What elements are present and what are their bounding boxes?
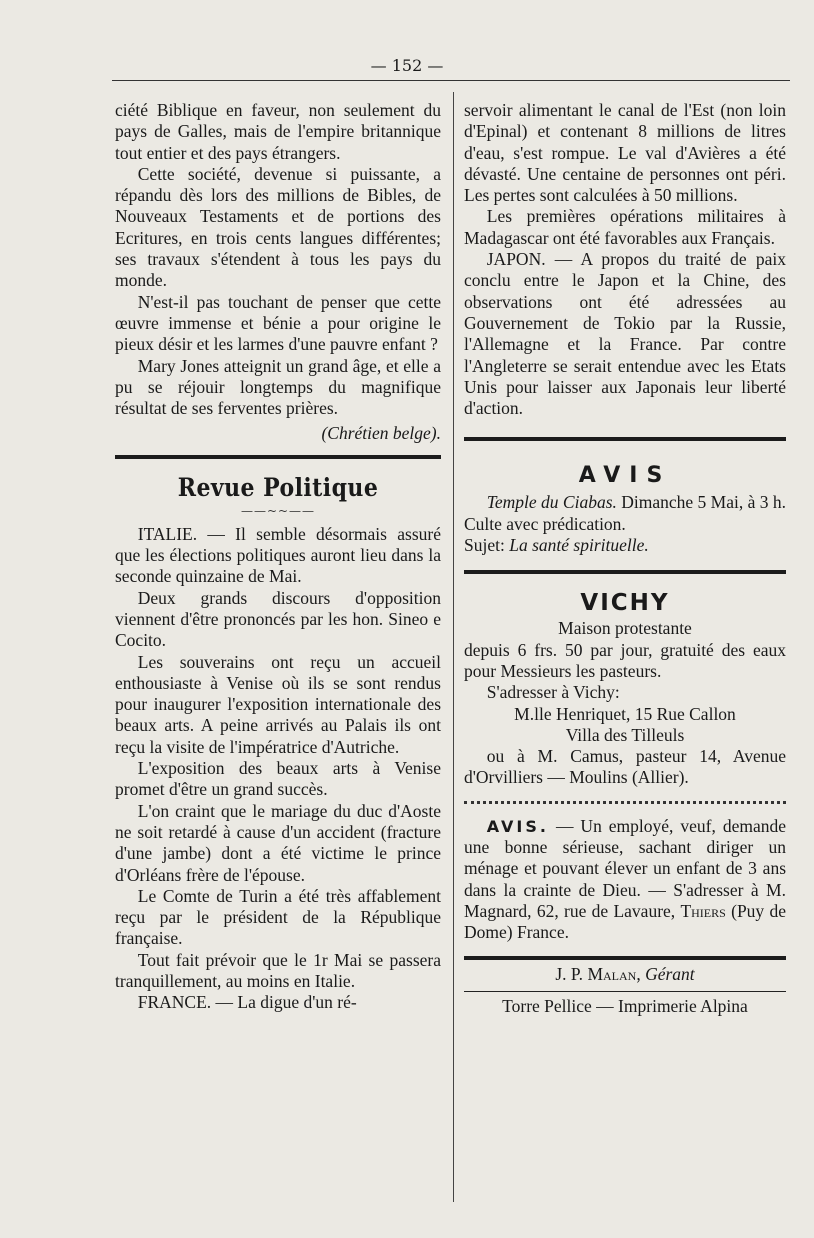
- gerant-initials: J. P.: [555, 963, 588, 984]
- paragraph: L'on craint que le mariage du duc d'Aoste ne soit retardé à cause d'un accident (fracture d'une jambe) dont a été victime le prince d'Orléans frère de l'épouse.: [115, 800, 441, 885]
- avis-subject-label: Sujet:: [464, 535, 510, 556]
- avis-subject: [464, 535, 786, 556]
- column-divider: [453, 92, 454, 1202]
- avis-employment-body: — Un employé, veuf, demande une bonne sérieuse, sachant diriger un ménage et pouvant élever un enfant de 3 ans dans la crainte de Dieu. — S'adresser à M. Magnard, 62, rue de Lavaure,: [464, 815, 786, 921]
- avis-title: AVIS: [578, 463, 672, 489]
- paragraph: servoir alimentant le canal de l'Est (non loin d'Epinal) et contenant 8 millions de litres d'eau, s'est rompue. Le val d'Avières a été dévasté. Une centaine de personnes ont péri. Les pertes sont calculées à 50 millions.: [464, 100, 786, 206]
- paragraph: JAPON. — A propos du traité de paix conclu entre le Japon et la Chine, des observations ont été adressées au Gouvernement de Tokio par la Russie, l'Allemagne et la France. Par contre l'Angleterre se serait entendue avec les Etats Unis pour laisser aux Japonais leur liberté d'action.: [464, 249, 786, 419]
- gerant-title: Gérant: [645, 963, 695, 984]
- section-divider: [115, 455, 441, 459]
- section-title: Revue Politique: [177, 472, 379, 502]
- footer-rule: [464, 991, 786, 992]
- section-divider: [464, 570, 786, 574]
- vichy-address-1: M.lle Henriquet, 15 Rue Callon: [514, 703, 736, 724]
- avis-announcement: [464, 492, 786, 535]
- article-source: (Chrétien belge).: [321, 423, 441, 444]
- imprint: Torre Pellice — Imprimerie Alpina: [502, 995, 748, 1016]
- vichy-address-2: Villa des Tilleuls: [565, 724, 685, 745]
- paragraph: N'est-il pas touchant de penser que cette œuvre immense et bénie a pour origine le pieux désir et les larmes d'une pauvre enfant ?: [115, 291, 441, 355]
- vichy-body: depuis 6 frs. 50 par jour, gratuité des eaux pour Messieurs les pasteurs.: [464, 639, 786, 681]
- vichy-address-intro: S'adresser à Vichy:: [486, 682, 620, 703]
- paragraph: ciété Biblique en faveur, non seulement du pays de Galles, mais de l'empire britannique tout entier et des pays étrangers.: [115, 100, 441, 163]
- paragraph: Mary Jones atteignit un grand âge, et elle a pu se réjouir longtemps du magnifique résultat de ses ferventes prières.: [115, 355, 441, 419]
- paragraph: L'exposition des beaux arts à Venise promet d'être un grand succès.: [115, 758, 441, 800]
- avis-subject-text: La santé spirituelle.: [509, 535, 649, 556]
- paragraph: Les premières opérations militaires à Madagascar ont été favorables aux Français.: [464, 206, 786, 248]
- vichy-address-3: ou à M. Camus, pasteur 14, Avenue d'Orvilliers — Moulins (Allier).: [464, 746, 786, 788]
- vichy-title: VICHY: [580, 590, 670, 617]
- page-number: — 152 —: [370, 56, 444, 75]
- avis-details: Dimanche 5 Mai, à 3 h. Culte avec prédication.: [464, 492, 787, 534]
- section-divider: [464, 437, 786, 441]
- avis-employment-city: Thiers: [680, 900, 726, 921]
- flourish-ornament: ——~~——: [240, 503, 316, 518]
- paragraph: ITALIE. — Il semble désormais assuré que les élections politiques auront lieu dans la seconde quinzaine de Mai.: [115, 523, 441, 587]
- header-rule: [112, 80, 790, 81]
- right-column: [464, 100, 786, 1017]
- section-divider: [464, 801, 786, 804]
- paragraph: Cette société, devenue si puissante, a répandu dès lors des millions de Bibles, de Nouveaux Testaments et de portions des Ecritures, en trois cents langues différentes; ses travaux s'étendent à tous les pays du monde.: [115, 163, 441, 291]
- gerant-name: Malan: [587, 963, 637, 984]
- avis-employment-title: AVIS.: [486, 816, 549, 836]
- avis-employment-tail: (Puy de Dome) France.: [464, 900, 786, 943]
- avis-location: Temple du Ciabas.: [486, 492, 617, 513]
- left-column: [115, 100, 441, 1014]
- footer-divider: [464, 956, 786, 960]
- paragraph: Le Comte de Turin a été très affablement reçu par le président de la République française.: [115, 885, 441, 949]
- paragraph: Tout fait prévoir que le 1r Mai se passera tranquillement, au moins en Italie.: [115, 949, 441, 991]
- gerant-line: J. P. Malan, Gérant: [555, 963, 695, 984]
- paragraph: Deux grands discours d'opposition viennent d'être prononcés par les hon. Sineo e Cocito.: [115, 587, 441, 651]
- paragraph: FRANCE. — La digue d'un ré-: [137, 992, 357, 1013]
- vichy-subtitle: Maison protestante: [558, 618, 692, 639]
- avis-employment: [464, 816, 786, 944]
- paragraph: Les souverains ont reçu un accueil enthousiaste à Venise où ils se sont rendus pour inaugurer l'exposition internationale des beaux arts. A peine arrivés au Palais ils ont reçu la visite de l'impératrice d'Autriche.: [115, 651, 441, 757]
